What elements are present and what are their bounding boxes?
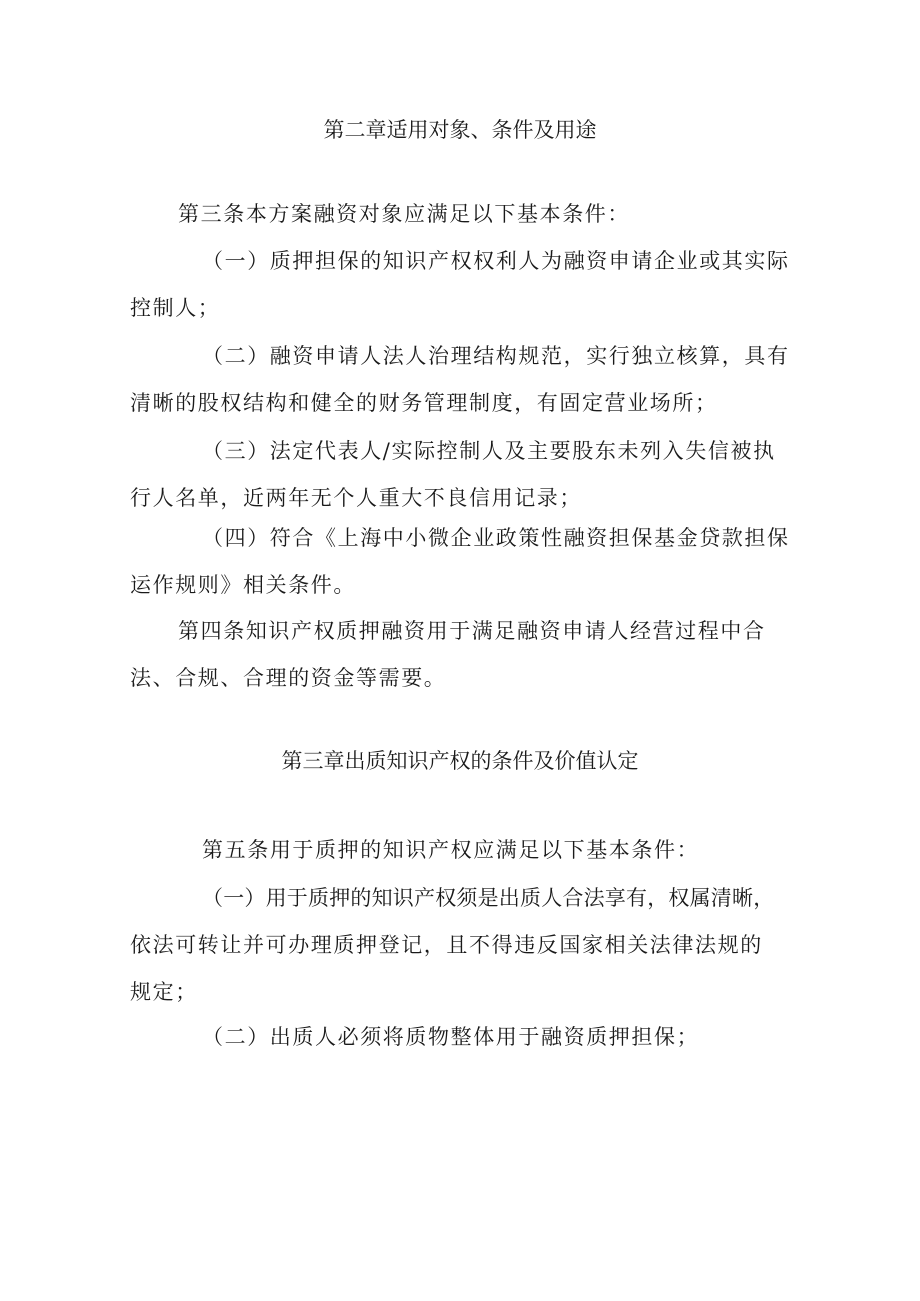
chapter-3-title: 第三章出质知识产权的条件及价值认定: [281, 749, 639, 773]
item-line: （一）用于质押的知识产权须是出质人合法享有，权属清晰，: [202, 886, 775, 910]
item-line: 行人名单，近两年无个人重大不良信用记录；: [130, 486, 582, 510]
article-5-item-1: [130, 875, 790, 1016]
article-4: [130, 608, 790, 702]
item-line: 运作规则》相关条件。: [130, 573, 356, 597]
chapter-2-title: 第二章适用对象、条件及用途: [323, 118, 597, 142]
article-3-text: 本方案融资对象应满足以下基本条件：: [245, 202, 631, 226]
item-line: 控制人；: [130, 296, 221, 320]
article-5-line: [130, 827, 790, 874]
item-line: 依法可转让并可办理质押登记，且不得违反国家相关法律法规的: [130, 933, 763, 957]
item-line: （一）质押担保的知识产权权利人为融资申请企业或其实际: [202, 249, 790, 273]
article-3-item-1: [130, 238, 790, 332]
article-3-head: 第三条: [178, 202, 246, 226]
article-3-item-4: [130, 515, 790, 609]
article-3-item-3: [130, 428, 790, 522]
item-line: 清晰的股权结构和健全的财务管理制度，有固定营业场所；: [130, 391, 718, 415]
article-4-line: 法、合规、合理的资金等需要。: [130, 666, 447, 690]
article-4-text: 知识产权质押融资用于满足融资申请人经营过程中合: [245, 619, 766, 643]
article-5-text: 用于质押的知识产权应满足以下基本条件：: [269, 838, 700, 862]
article-3: [130, 191, 790, 238]
item-line: （三）法定代表人/实际控制人及主要股东未列入失信被执: [202, 439, 776, 463]
item-line: （二）融资申请人法人治理结构规范，实行独立核算，具有: [202, 344, 790, 368]
article-4-line: [130, 608, 790, 655]
article-5: [130, 827, 790, 874]
item-line: （二）出质人必须将质物整体用于融资质押担保；: [202, 1025, 700, 1049]
article-3-item-2: [130, 333, 790, 427]
article-4-head: 第四条: [178, 619, 246, 643]
article-5-head: 第五条: [202, 838, 270, 862]
article-5-item-2: [130, 1014, 790, 1061]
item-line: 规定；: [130, 980, 198, 1004]
item-line: （四）符合《上海中小微企业政策性融资担保基金贷款担保: [202, 526, 790, 550]
article-3-line: [130, 191, 790, 238]
